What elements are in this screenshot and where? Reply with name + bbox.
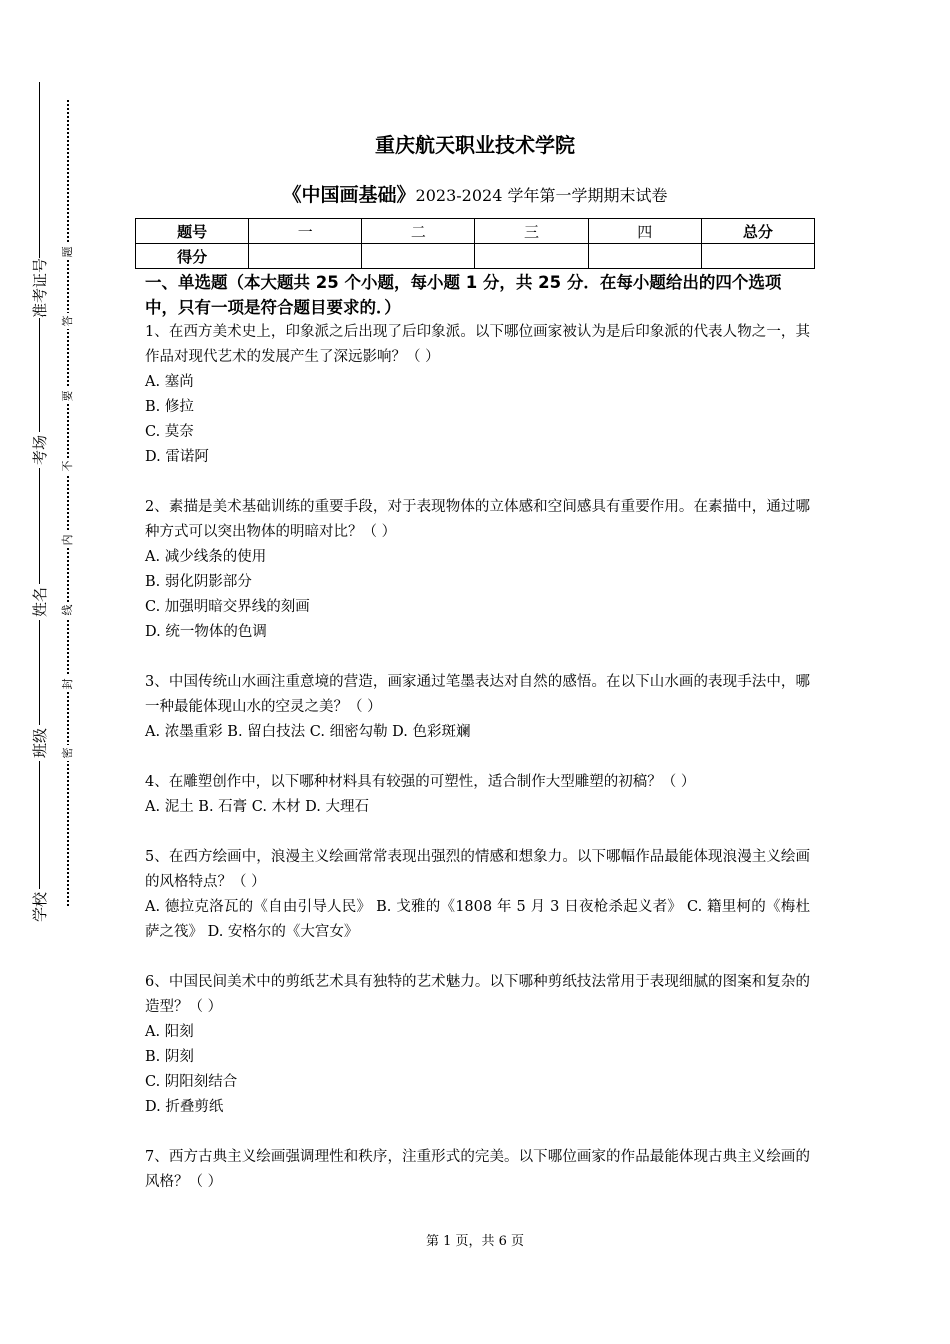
margin-field-exam-id: 准考证号	[31, 257, 49, 318]
score-cell-label: 题号	[136, 219, 249, 244]
question-7	[145, 1145, 810, 1195]
seal-char: 内	[60, 532, 76, 548]
question-3	[145, 670, 810, 745]
score-cell-part2: 二	[362, 219, 475, 244]
margin-field-exam-room: 考场	[30, 432, 50, 468]
score-cell-part4: 四	[588, 219, 701, 244]
question-option: D. 雷诺阿	[145, 449, 209, 465]
question-options-inline: A. 德拉克洛瓦的《自由引导人民》 B. 戈雅的《1808 年 5 月 3 日夜枪杀起义者》 C. 籍里柯的《梅杜萨之筏》 D. 安格尔的《大宫女》	[145, 899, 810, 940]
margin-field-name: 姓名	[30, 584, 50, 620]
question-option: D. 折叠剪纸	[145, 1099, 224, 1115]
question-1	[145, 320, 810, 470]
question-stem: 1、在西方美术史上，印象派之后出现了后印象派。以下哪位画家被认为是后印象派的代表人物之一，其作品对现代艺术的发展产生了深远影响？（ ）	[145, 324, 810, 365]
question-option: B. 阴刻	[145, 1049, 194, 1065]
question-6	[145, 970, 810, 1120]
question-stem: 5、在西方绘画中，浪漫主义绘画常常表现出强烈的情感和想象力。以下哪幅作品最能体现浪漫主义绘画的风格特点？（ ）	[145, 849, 810, 890]
page-footer: 第 1 页，共 6 页	[425, 1234, 525, 1249]
seal-char: 封	[60, 676, 76, 692]
margin-field-class: 班级	[30, 725, 50, 761]
question-stem: 3、中国传统山水画注重意境的营造，画家通过笔墨表达对自然的感悟。在以下山水画的表现手法中，哪一种最能体现山水的空灵之美？（ ）	[145, 674, 810, 715]
score-table	[135, 218, 815, 269]
score-cell-score-label: 得分	[136, 244, 249, 269]
question-5	[145, 845, 810, 945]
question-4	[145, 770, 810, 820]
question-stem: 6、中国民间美术中的剪纸艺术具有独特的艺术魅力。以下哪种剪纸技法常用于表现细腻的图案和复杂的造型？（ ）	[145, 974, 810, 1015]
score-table-score-row	[136, 244, 815, 269]
exam-title	[0, 180, 950, 210]
question-option: A. 塞尚	[145, 374, 194, 390]
question-option: A. 阳刻	[145, 1024, 194, 1040]
exam-content	[145, 270, 810, 1195]
seal-char: 不	[60, 458, 76, 474]
question-option: A. 减少线条的使用	[145, 549, 267, 565]
question-option: C. 莫奈	[145, 424, 194, 440]
score-blank	[249, 244, 362, 269]
question-options-inline: A. 泥土 B. 石膏 C. 木材 D. 大理石	[145, 799, 370, 815]
question-option: C. 阴阳刻结合	[145, 1074, 238, 1090]
seal-dotted-line	[67, 100, 69, 906]
question-stem: 4、在雕塑创作中，以下哪种材料具有较强的可塑性，适合制作大型雕塑的初稿？（ ）	[145, 774, 696, 790]
question-option: D. 统一物体的色调	[145, 624, 267, 640]
score-blank	[475, 244, 588, 269]
question-option: B. 修拉	[145, 399, 194, 415]
question-stem: 2、素描是美术基础训练的重要手段，对于表现物体的立体感和空间感具有重要作用。在素描中，通过哪种方式可以突出物体的明暗对比？（ ）	[145, 499, 810, 540]
seal-char: 答	[60, 313, 76, 329]
seal-char: 要	[60, 388, 76, 404]
score-cell-total: 总分	[701, 219, 814, 244]
question-option: C. 加强明暗交界线的刻画	[145, 599, 310, 615]
question-option: B. 弱化阴影部分	[145, 574, 252, 590]
question-options-inline: A. 浓墨重彩 B. 留白技法 C. 细密勾勒 D. 色彩斑斓	[145, 724, 471, 740]
exam-term: 2023-2024 学年第一学期期末试卷	[415, 186, 668, 205]
school-name: 重庆航天职业技术学院	[375, 133, 575, 157]
score-table-header-row	[136, 219, 815, 244]
seal-char: 题	[60, 244, 76, 260]
question-stem: 7、西方古典主义绘画强调理性和秩序，注重形式的完美。以下哪位画家的作品最能体现古典主义绘画的风格？（ ）	[145, 1149, 810, 1190]
score-blank	[701, 244, 814, 269]
score-blank	[362, 244, 475, 269]
score-cell-part3: 三	[475, 219, 588, 244]
seal-char: 密	[60, 745, 76, 761]
section-heading: 一、单选题（本大题共 25 个小题，每小题 1 分，共 25 分．在每小题给出的四个选项中，只有一项是符合题目要求的．）	[145, 273, 782, 317]
score-blank	[588, 244, 701, 269]
score-cell-part1: 一	[249, 219, 362, 244]
question-2	[145, 495, 810, 645]
seal-char: 线	[60, 602, 76, 618]
margin-field-school: 学校	[30, 889, 50, 925]
course-name: 《中国画基础》	[282, 184, 416, 206]
